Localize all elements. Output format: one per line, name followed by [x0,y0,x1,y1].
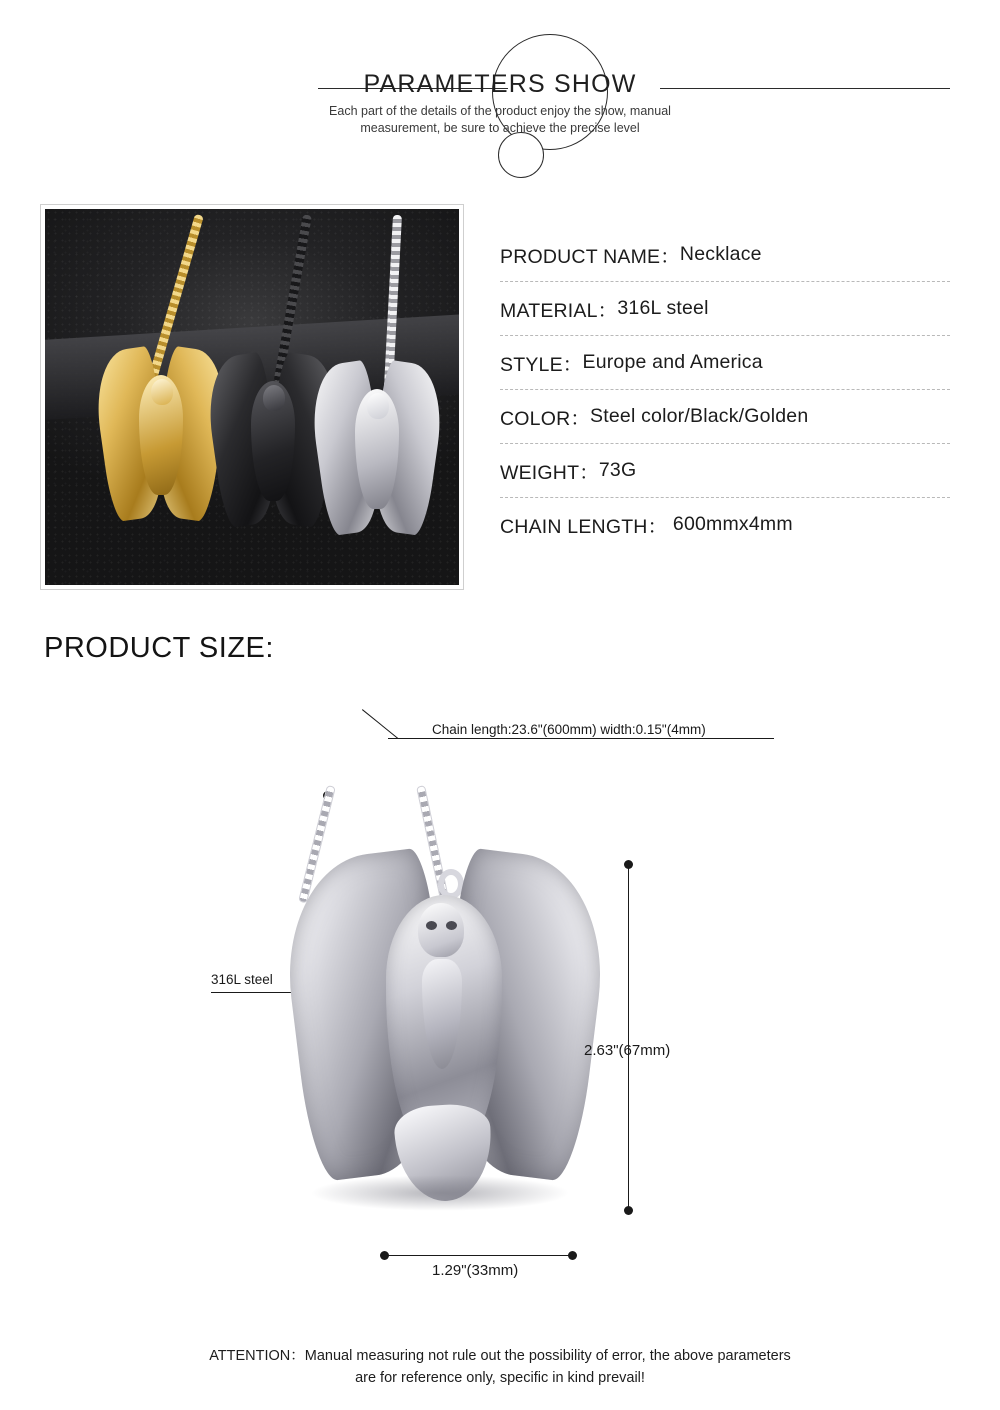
product-size-heading: PRODUCT SIZE: [44,632,274,664]
width-dim-line [386,1255,570,1256]
spec-label: COLOR： [500,407,591,430]
spec-value: 73G [598,459,637,481]
header-circle-small [498,132,544,178]
pendant-black [213,355,333,540]
spec-row-chain-length [500,498,950,551]
header-subtitle [180,103,820,137]
attention-line1: ATTENTION：Manual measuring not rule out the possibility of error, the above parameters [209,1348,791,1364]
spec-label: PRODUCT NAME： [500,245,680,268]
height-dim-line [628,865,629,1210]
product-size-diagram [0,700,1000,1310]
skull-icon [418,903,464,957]
width-dim-label: 1.29"(33mm) [432,1262,519,1279]
spec-label: MATERIAL： [500,299,618,322]
product-photo [45,209,459,585]
spec-label: CHAIN LENGTH： [500,515,668,538]
header-banner [0,0,1000,190]
header-subtitle-line2: measurement, be sure to achieve the precise level [360,121,640,135]
skull-eye-right [446,921,457,930]
page-title: PARAMETERS SHOW [363,70,637,98]
chain-length-callout-label: Chain length:23.6"(600mm) width:0.15"(4mm) [432,722,706,737]
pendant-steel [317,363,437,548]
height-dim-dot-bottom [624,1206,633,1215]
chain-length-callout-line-h [388,738,774,739]
spec-value: Steel color/Black/Golden [590,405,809,427]
spec-row-material [500,282,950,336]
skull-icon [367,393,389,419]
height-dim-label: 2.63"(67mm) [584,1042,671,1059]
spec-row-color [500,390,950,444]
spec-row-style [500,336,950,390]
skull-icon [151,379,173,405]
attention-note [0,1345,1000,1389]
skull-icon [263,385,285,411]
chain-length-callout-line-d [362,709,398,739]
product-photo-frame [40,204,464,590]
pendant-gold [101,349,221,534]
pendant-shadow [310,1175,570,1211]
spec-value: 600mmx4mm [667,513,793,535]
attention-line2: are for reference only, specific in kind prevail! [355,1370,645,1386]
diagram-pendant [300,855,590,1205]
width-dim-dot-right [568,1251,577,1260]
spec-row-product-name [500,228,950,282]
spec-value: Europe and America [582,351,763,373]
spec-value: 316L steel [617,297,709,319]
specification-list [500,228,950,551]
spec-label: WEIGHT： [500,461,599,484]
spec-row-weight [500,444,950,498]
spec-label: STYLE： [500,353,583,376]
spec-value: Necklace [679,243,762,265]
skull-eye-left [426,921,437,930]
header-subtitle-line1: Each part of the details of the product enjoy the show, manual [329,104,671,118]
material-callout-label: 316L steel [211,972,273,987]
